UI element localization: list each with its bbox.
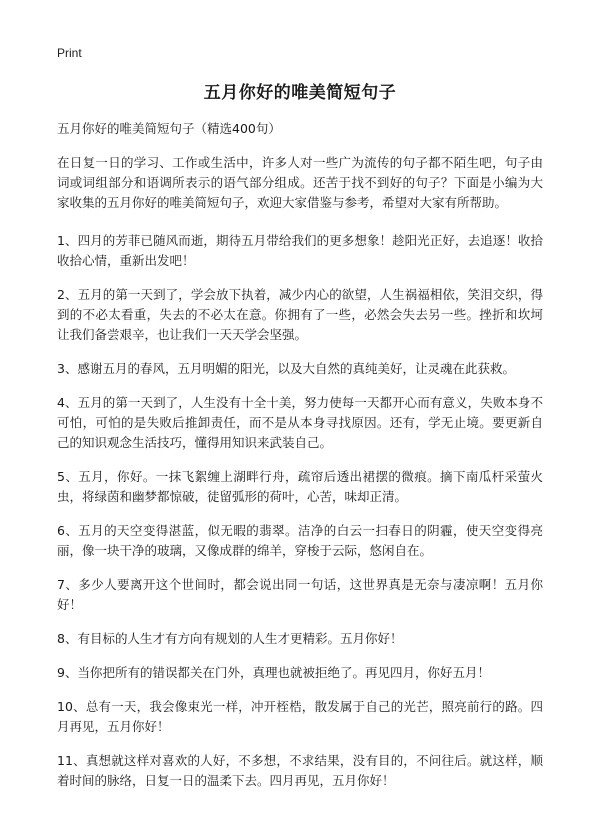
list-item: 3、感谢五月的春风，五月明媚的阳光，以及大自然的真纯美好，让灵魂在此获救。: [57, 361, 515, 376]
list-item: 7、多少人要离开这个世间时，都会说出同一句话，这世界真是无奈与凄凉啊！五月你好！: [57, 577, 543, 612]
page-title: 五月你好的唯美简短句子: [203, 83, 397, 103]
article-subtitle: 五月你好的唯美简短句子（精选400句）: [57, 121, 281, 136]
list-item: 2、五月的第一天到了，学会放下执着，减少内心的欲望，人生祸福相依，笑泪交织，得到的不必太看重，失去的不必太在意。你拥有了一些，必然会失去另一些。挫折和坎坷让我们备尝艰辛，也让我们一天天学会坚强。: [57, 287, 543, 342]
list-item: 4、五月的第一天到了，人生没有十全十美，努力使每一天都开心而有意义，失败本身不可怕，可怕的是失败后推卸责任，而不是从本身寻找原因。还有，学无止境。要更新自己的知识观念生活技巧，懂得用知识来武装自己。: [57, 395, 543, 450]
list-item: 8、有目标的人生才有方向有规划的人生才更精彩。五月你好！: [57, 631, 403, 646]
list-item: 10、总有一天，我会像束光一样，冲开桎梏，散发属于自己的光芒，照亮前行的路。四月再见，五月你好！: [57, 699, 543, 734]
intro-paragraph: 在日复一日的学习、工作或生活中，许多人对一些广为流传的句子都不陌生吧，句子由词或词组部分和语调所表示的语气部分组成。还苦于找不到好的句子？下面是小编为大家收集的五月你好的唯美简短句子，欢迎大家借鉴与参考，希望对大家有所帮助。: [57, 155, 543, 210]
list-item: 6、五月的天空变得湛蓝，似无暇的翡翠。洁净的白云一扫春日的阴霾，使天空变得亮丽，像一块干净的玻璃，又像成群的绵羊，穿梭于云际，悠闲自在。: [57, 523, 543, 558]
article-body: [57, 120, 543, 805]
list-item: 5、五月，你好。一抹飞絮缠上湖畔行舟，疏帘后透出裙摆的微痕。摘下南瓜杆采萤火虫，将绿茵和幽梦都惊破，徒留弧形的荷叶，心苦，味却正清。: [57, 469, 543, 504]
list-item: 11、真想就这样对喜欢的人好，不多想，不求结果，没有目的，不问往后。就这样，顺着时间的脉络，日复一日的温柔下去。四月再见，五月你好！: [57, 753, 543, 788]
list-item: 1、四月的芳菲已随风而逝，期待五月带给我们的更多想象！趁阳光正好，去追逐！收拾收拾心情，重新出发吧！: [57, 233, 543, 268]
print-link[interactable]: Print: [57, 46, 82, 60]
list-item: 9、当你把所有的错误都关在门外，真理也就被拒绝了。再见四月，你好五月！: [57, 665, 490, 680]
